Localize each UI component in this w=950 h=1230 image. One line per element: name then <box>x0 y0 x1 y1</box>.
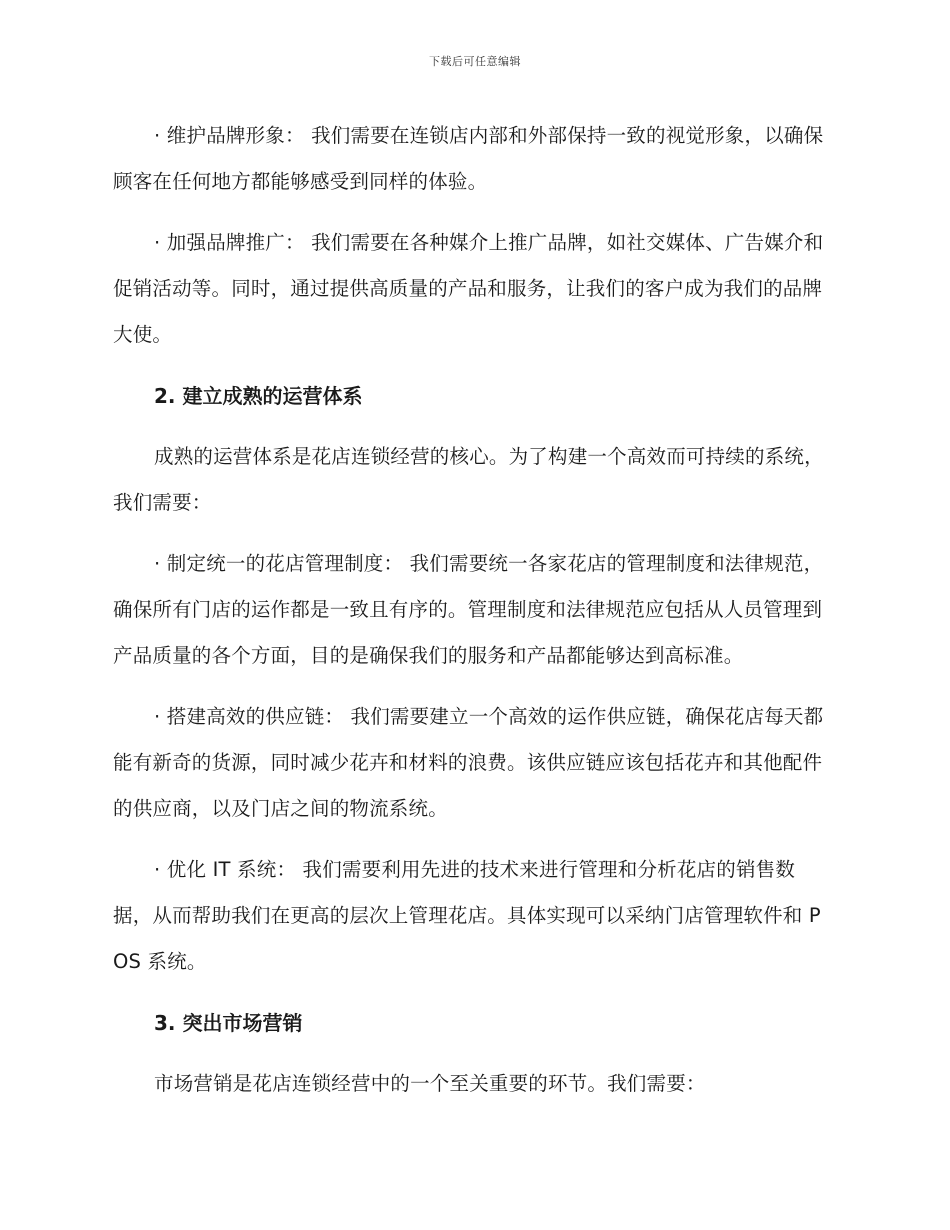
bullet-paragraph-brand-image: · 维护品牌形象： 我们需要在连锁店内部和外部保持一致的视觉形象，以确保顾客在任何地方都能够感受到同样的体验。 <box>113 124 824 193</box>
paragraph-operations-intro: 成熟的运营体系是花店连锁经营的核心。为了构建一个高效而可持续的系统，我们需要： <box>113 445 824 514</box>
paragraph-marketing-intro: 市场营销是花店连锁经营中的一个至关重要的环节。我们需要： <box>154 1072 706 1095</box>
bullet-paragraph-management-system: · 制定统一的花店管理制度： 我们需要统一各家花店的管理制度和法律规范，确保所有门店的运作都是一致且有序的。管理制度和法律规范应包括从人员管理到产品质量的各个方面，目的是确保我们的服务和产品都能够达到高标准。 <box>113 552 824 667</box>
document-body <box>113 113 833 1107</box>
bullet-paragraph-brand-promotion: · 加强品牌推广： 我们需要在各种媒介上推广品牌，如社交媒体、广告媒介和促销活动等。同时，通过提供高质量的产品和服务，让我们的客户成为我们的品牌大使。 <box>113 231 824 346</box>
section-heading-marketing: 3. 突出市场营销 <box>154 1011 303 1035</box>
page-header: 下载后可任意编辑 <box>429 55 521 68</box>
bullet-paragraph-it-system: · 优化 IT 系统： 我们需要利用先进的技术来进行管理和分析花店的销售数据，从而帮助我们在更高的层次上管理花店。具体实现可以采纳门店管理软件和 POS 系统。 <box>113 858 821 973</box>
bullet-paragraph-supply-chain: · 搭建高效的供应链： 我们需要建立一个高效的运作供应链，确保花店每天都能有新奇的货源，同时减少花卉和材料的浪费。该供应链应该包括花卉和其他配件的供应商，以及门店之间的物流系统。 <box>113 705 824 820</box>
section-heading-operations: 2. 建立成熟的运营体系 <box>154 384 363 408</box>
